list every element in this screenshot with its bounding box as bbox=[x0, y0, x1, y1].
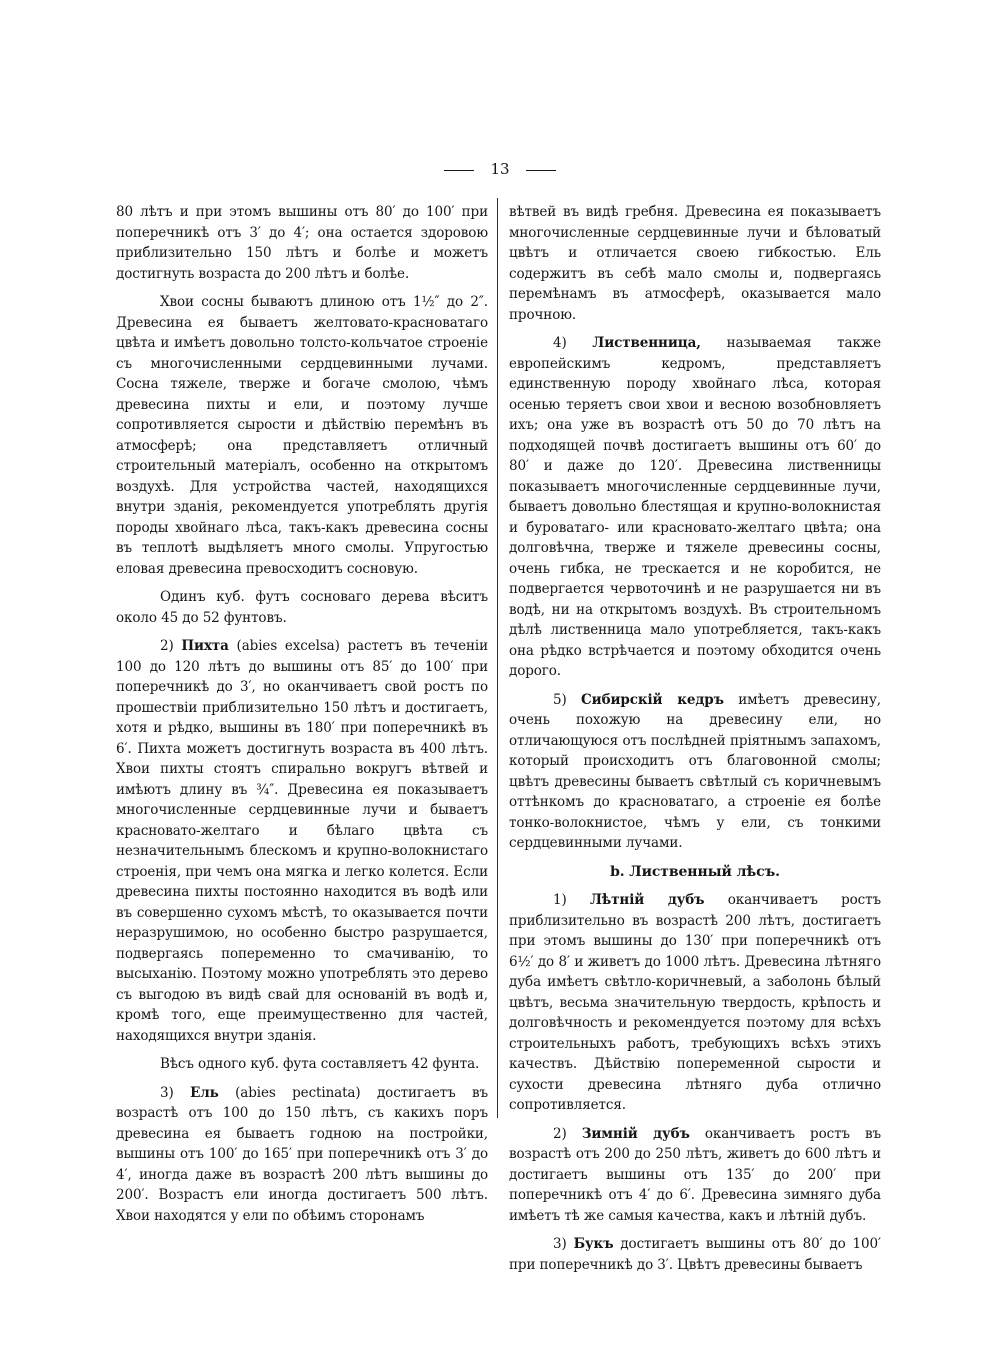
paragraph: 3) Ель (abies pectinata) достигаетъ въ возрастѣ отъ 100 до 150 лѣтъ, съ какихъ поръ древесина ея бываетъ годною на постройки, вышины отъ 100′ до 165′ при поперечникѣ отъ 3′ до 4′, иногда даже въ возрастѣ 200 лѣтъ вышины до 200′. Возрастъ ели иногда достигаетъ 500 лѣтъ. Хвои находятся у ели по обѣимъ сторонамъ bbox=[116, 1084, 488, 1224]
page-header bbox=[0, 160, 1000, 178]
paragraph: 1) Лѣтній дубъ оканчиваетъ ростъ приблизительно въ возрастѣ 200 лѣтъ, достигаетъ при этомъ вышины до 130′ при поперечникѣ отъ 6½′ до 8′ и живетъ до 1000 лѣтъ. Древесина лѣтняго дуба имѣетъ свѣтло-коричневый, а заболонь бѣлый цвѣтъ, весьма значительную твердость, крѣпость и долговѣчность и рекомендуется поэтому для всѣхъ строительныхъ работъ, требующихъ всѣхъ этихъ качествъ. Дѣйствію попеременной сырости и сухости древесина лѣтняго дуба отлично сопротивляется. bbox=[509, 892, 881, 1113]
term: Лѣтній дубъ bbox=[589, 892, 705, 908]
paragraph: вѣтвей въ видѣ гребня. Древесина ея показываетъ многочисленные сердцевинные лучи и бѣловатый цвѣтъ и отличается своею гибкостью. Ель содержитъ въ себѣ мало смолы и, подвергаясь перемѣнамъ въ атмосферѣ, оказывается мало прочною. bbox=[509, 204, 881, 323]
paragraph: Хвои сосны бываютъ длиною отъ 1½″ до 2″. Древесина ея бываетъ желтовато-красноватаго цвѣта и имѣетъ довольно толсто-кольчатое строеніе съ многочисленными сердцевинными лучами. Сосна тяжеле, тверже и богаче смолою, чѣмъ древесина пихты и ели, и поэтому лучше сопротивляется сырости и дѣйствію перемѣнъ въ атмосферѣ; она представляетъ отличный строительный матеріалъ, особенно на открытомъ воздухѣ. Для устройства частей, находящихся внутри зданія, рекомендуется употреблять другія породы хвойнаго лѣса, такъ-какъ древесина сосны въ теплотѣ выдѣляетъ много смолы. Упругостью еловая древесина превосходитъ сосновую. bbox=[116, 294, 488, 577]
term: Зимній дубъ bbox=[581, 1125, 690, 1142]
paragraph: 5) Сибирскій кедръ имѣетъ древесину, очень похожую на древесину ели, но отличающуюся отъ послѣдней пріятнымъ запахомъ, который происходитъ отъ благовонной смолы; цвѣтъ древесины бываетъ свѣтлый съ коричневымъ оттѣнкомъ до красноватаго, а строеніе ея болѣе тонко-волокнистое, чѣмъ у ели, съ тонкими сердцевинными лучами. bbox=[509, 691, 881, 851]
paragraph: 2) Пихта (abies excelsa) растетъ въ теченіи 100 до 120 лѣтъ до вышины отъ 85′ до 100′ при поперечникѣ до 3′, но оканчиваетъ свой ростъ по прошествіи приблизительно 150 лѣтъ и достигаетъ, хотя и рѣдко, вышины въ 180′ при поперечникѣ въ 6′. Пихта можетъ достигнуть возраста въ 400 лѣтъ. Хвои пихты стоятъ спирально вокругъ вѣтвей и имѣютъ длину въ ¾″. Древесина ея показываетъ многочисленные сердцевинные лучи и бываетъ красновато-желтаго и бѣлаго цвѣта съ незначительнымъ блескомъ и крупно-волокнистаго строенія, при чемъ она мягка и легко колется. Если древесина пихты постоянно находится въ водѣ или въ совершенно сухомъ мѣстѣ, то оказывается почти неразрушимою, но особенно быстро разрушается, подвергаясь попеременно то смачиванію, то высыханію. Поэтому можно употреблять это дерево съ выгодою въ видѣ свай для основаній въ водѣ и, кромѣ того, еще преимущественно для частей, находящихся внутри зданія. bbox=[116, 638, 488, 1044]
header-dash-left bbox=[444, 170, 474, 171]
term: Сибирскій кедръ bbox=[581, 691, 724, 708]
header-dash-right bbox=[526, 170, 556, 171]
right-column bbox=[509, 202, 881, 1283]
term: Пихта bbox=[181, 638, 229, 654]
column-divider bbox=[497, 198, 498, 1118]
paragraph: Одинъ куб. футъ сосноваго дерева вѣситъ около 45 до 52 фунтовъ. bbox=[116, 589, 488, 626]
term: Букъ bbox=[573, 1236, 614, 1252]
term: Ель bbox=[190, 1084, 219, 1101]
paragraph: Вѣсъ одного куб. фута составляетъ 42 фунта. bbox=[160, 1056, 480, 1072]
paragraph: 3) Букъ достигаетъ вышины отъ 80′ до 100′ при поперечникѣ до 3′. Цвѣтъ древесины бываетъ bbox=[509, 1236, 881, 1273]
left-column bbox=[116, 202, 488, 1234]
page-number: 13 bbox=[490, 160, 510, 178]
paragraph: 2) Зимній дубъ оканчиваетъ ростъ въ возрастѣ отъ 200 до 250 лѣтъ, живетъ до 600 лѣтъ и достигаетъ вышины отъ 135′ до 200′ при поперечникѣ отъ 4′ до 6′. Древесина зимняго дуба имѣетъ тѣ же самыя качества, какъ и лѣтній дубъ. bbox=[509, 1125, 881, 1224]
section-heading: b. Лиственный лѣсъ. bbox=[610, 863, 780, 880]
paragraph: 4) Лиственница, называемая также европейскимъ кедромъ, представляетъ единственную породу хвойнаго лѣса, которая осенью теряетъ свои хвои и весною возобновляетъ ихъ; она уже въ возрастѣ отъ 50 до 70 лѣтъ на подходящей почвѣ достигаетъ вышины отъ 60′ до 80′ и даже до 120′. Древесина лиственницы показываетъ многочисленные сердцевинные лучи, бываетъ довольно блестящая и крупно-волокнистая и буроватаго- или красновато-желтаго цвѣта; она долговѣчна, тверже и тяжеле древесины сосны, очень гибка, не трескается и не коробится, не подвергается червоточинѣ и не разрушается ни въ водѣ, ни на открытомъ воздухѣ. Въ строительномъ дѣлѣ лиственница мало употребляется, такъ-какъ она рѣдко встрѣчается и поэтому обходится очень дорого. bbox=[509, 335, 881, 679]
paragraph: 80 лѣтъ и при этомъ вышины отъ 80′ до 100′ при поперечникѣ отъ 3′ до 4′; она остается здоровою приблизительно 150 лѣтъ и болѣе и можетъ достигнуть возраста до 200 лѣтъ и болѣе. bbox=[116, 204, 488, 282]
term: Лиственница, bbox=[592, 335, 701, 351]
